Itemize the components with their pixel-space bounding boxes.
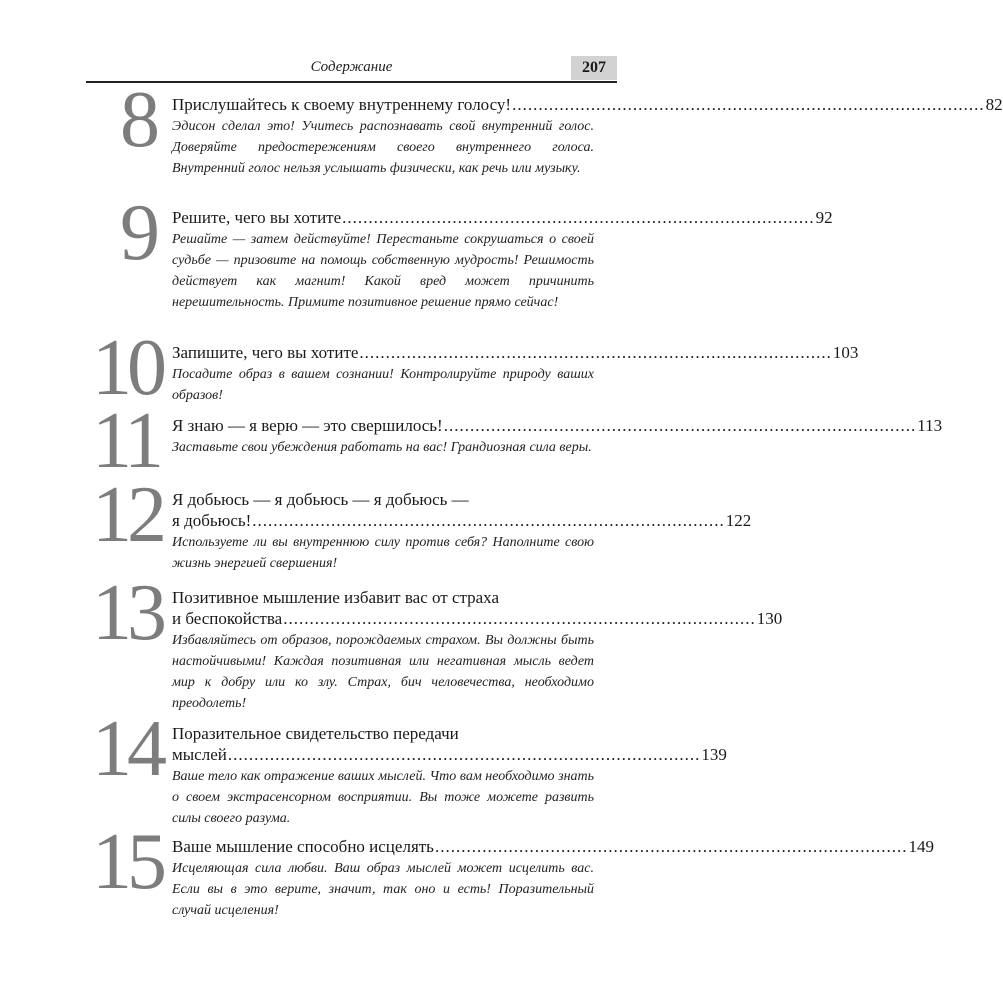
- chapter-page: 139: [701, 745, 727, 764]
- chapter-number: 15: [92, 818, 162, 906]
- chapter-number: 9: [120, 189, 155, 277]
- chapter-number: 13: [92, 569, 162, 657]
- leader-dots: ..........................................................................................: [434, 837, 908, 856]
- leader-dots: ..........................................................................................: [227, 745, 701, 764]
- running-header: [86, 56, 617, 82]
- chapter-title-line-1[interactable]: Я добьюсь — я добьюсь — я добьюсь —: [172, 490, 469, 509]
- leader-dots: ..........................................................................................: [342, 208, 815, 227]
- chapter-number: 8: [120, 76, 155, 164]
- leader-dots: ..........................................................................................: [443, 416, 917, 435]
- chapter-title[interactable]: мыслей .......................................................................................... 139: [172, 745, 727, 764]
- leader-dots: ..........................................................................................: [512, 95, 985, 114]
- chapter-title[interactable]: Прислушайтесь к своему внутреннему голосу! .......................................................................................... 82: [172, 95, 1003, 114]
- chapter-title[interactable]: Решите, чего вы хотите .......................................................................................... 92: [172, 208, 833, 227]
- chapter-description: Избавляйтесь от образов, порождаемых страхом. Вы должны быть настойчивыми! Каждая позитивная или негативная мысль ведет мир к добру или ко злу. Страх, бич человечества, необходимо преодолеть!: [172, 633, 594, 711]
- leader-dots: ..........................................................................................: [359, 343, 832, 362]
- chapter-description: Эдисон сделал это! Учитесь распознавать свой внутренний голос. Доверяйте предостережениям своего внутреннего голоса. Внутренний голос нельзя услышать физически, как речь или музыку.: [172, 119, 594, 176]
- chapter-title[interactable]: Ваше мышление способно исцелять .......................................................................................... 149: [172, 837, 934, 856]
- leader-dots: ..........................................................................................: [252, 511, 725, 530]
- chapter-page: 122: [725, 511, 752, 530]
- header-rule: [86, 81, 617, 83]
- chapter-number: 11: [92, 397, 160, 485]
- chapter-description: Решайте — затем действуйте! Перестаньте сокрушаться о своей судьбе — призовите на помощь собственную мудрость! Решимость действует как магнит! Какой вред может причинить нерешительность. Примите позитивное решение прямо сейчас!: [172, 232, 594, 310]
- chapter-title[interactable]: Я знаю — я верю — это свершилось! .......................................................................................... 113: [172, 416, 943, 435]
- chapter-number: 14: [92, 705, 162, 793]
- page-number: 207: [571, 56, 617, 80]
- chapter-page: 130: [756, 609, 783, 628]
- chapter-page: 103: [832, 343, 859, 362]
- chapter-page: 149: [908, 837, 934, 856]
- chapter-description: Исцеляющая сила любви. Ваш образ мыслей может исцелить вас. Если вы в это верите, значит, так оно и есть! Поразительный случай исцеления!: [172, 861, 594, 918]
- chapter-title[interactable]: я добьюсь! .......................................................................................... 122: [172, 511, 752, 530]
- chapter-number: 12: [92, 471, 162, 559]
- header-title: Содержание: [310, 59, 393, 75]
- chapter-title-line-1[interactable]: Поразительное свидетельство передачи: [172, 724, 459, 743]
- chapter-description: Посадите образ в вашем сознании! Контролируйте природу ваших образов!: [172, 367, 594, 403]
- chapter-page: 82: [985, 95, 1003, 114]
- leader-dots: ..........................................................................................: [283, 609, 756, 628]
- chapter-description: Ваше тело как отражение ваших мыслей. Что вам необходимо знать о своем экстрасенсорном восприятии. Вы тоже можете развить силы своего разума.: [172, 769, 594, 826]
- chapter-number: 10: [92, 324, 162, 412]
- chapter-description: Заставьте свои убеждения работать на вас! Грандиозная сила веры.: [172, 440, 592, 455]
- chapter-title[interactable]: и беспокойства .......................................................................................... 130: [172, 609, 783, 628]
- chapter-title[interactable]: Запишите, чего вы хотите .......................................................................................... 103: [172, 343, 859, 362]
- chapter-title-line-1[interactable]: Позитивное мышление избавит вас от страха: [172, 588, 499, 607]
- chapter-page: 113: [917, 416, 943, 435]
- chapter-description: Используете ли вы внутреннюю силу против себя? Наполните свою жизнь энергией свершения!: [172, 535, 594, 571]
- chapter-page: 92: [815, 208, 833, 227]
